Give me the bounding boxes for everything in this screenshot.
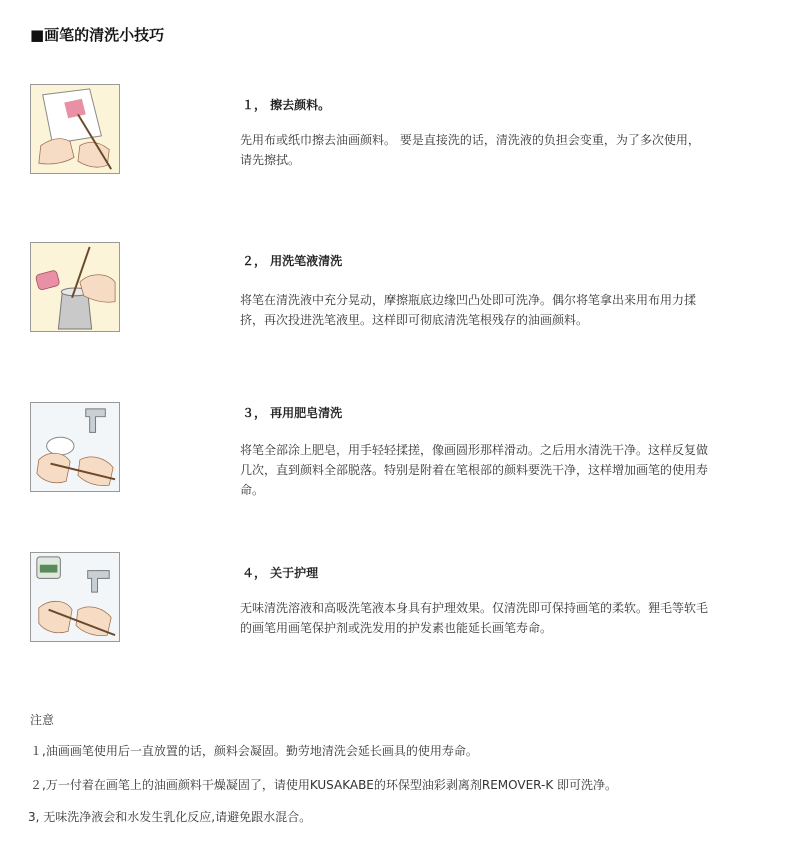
step-1-body: 先用布或纸巾擦去油画颜料。 要是直接洗的话，清洗液的负担会变重，为了多次使用，请先擦拭。 [240, 133, 700, 167]
page-title: ■画笔的清洗小技巧 [30, 26, 165, 44]
note-item-2: ２,万一付着在画笔上的油画颜料干燥凝固了，请使用KUSAKABE的环保型油彩剥离剂REMOVER-K 即可洗净。 [30, 778, 618, 792]
step-4-title: ４， 关于护理 [242, 566, 319, 580]
soap-wash-illustration [30, 402, 120, 492]
brush-cleaner-illustration [30, 242, 120, 332]
brush-care-illustration [30, 552, 120, 642]
step-4-body: 无味清洗溶液和高吸洗笔液本身具有护理效果。仅清洗即可保持画笔的柔软。狸毛等软毛的画笔用画笔保护剂或洗发用的护发素也能延长画笔寿命。 [240, 601, 709, 635]
note-item-1: １,油画画笔使用后一直放置的话，颜料会凝固。勤劳地清洗会延长画具的使用寿命。 [30, 744, 478, 758]
step-1-title: １， 擦去颜料。 [242, 98, 331, 112]
step-2-body: 将笔在清洗液中充分晃动，摩擦瓶底边缘凹凸处即可洗净。偶尔将笔拿出来用布用力揉挤，再次投进洗笔液里。这样即可彻底清洗笔根残存的油画颜料。 [240, 293, 697, 327]
notes-title: 注意 [30, 713, 55, 727]
step-3-body: 将笔全部涂上肥皂，用手轻轻揉搓，像画圆形那样滑动。之后用水清洗干净。这样反复做几次，直到颜料全部脱落。特别是附着在笔根部的颜料要洗干净，这样增加画笔的使用寿命。 [240, 443, 709, 497]
step-3-title: ３， 再用肥皂清洗 [242, 406, 343, 420]
wipe-brush-illustration [30, 84, 120, 174]
step-2-title: ２， 用洗笔液清洗 [242, 254, 343, 268]
note-item-3: 3, 无味洗净液会和水发生乳化反应,请避免跟水混合。 [28, 810, 312, 824]
